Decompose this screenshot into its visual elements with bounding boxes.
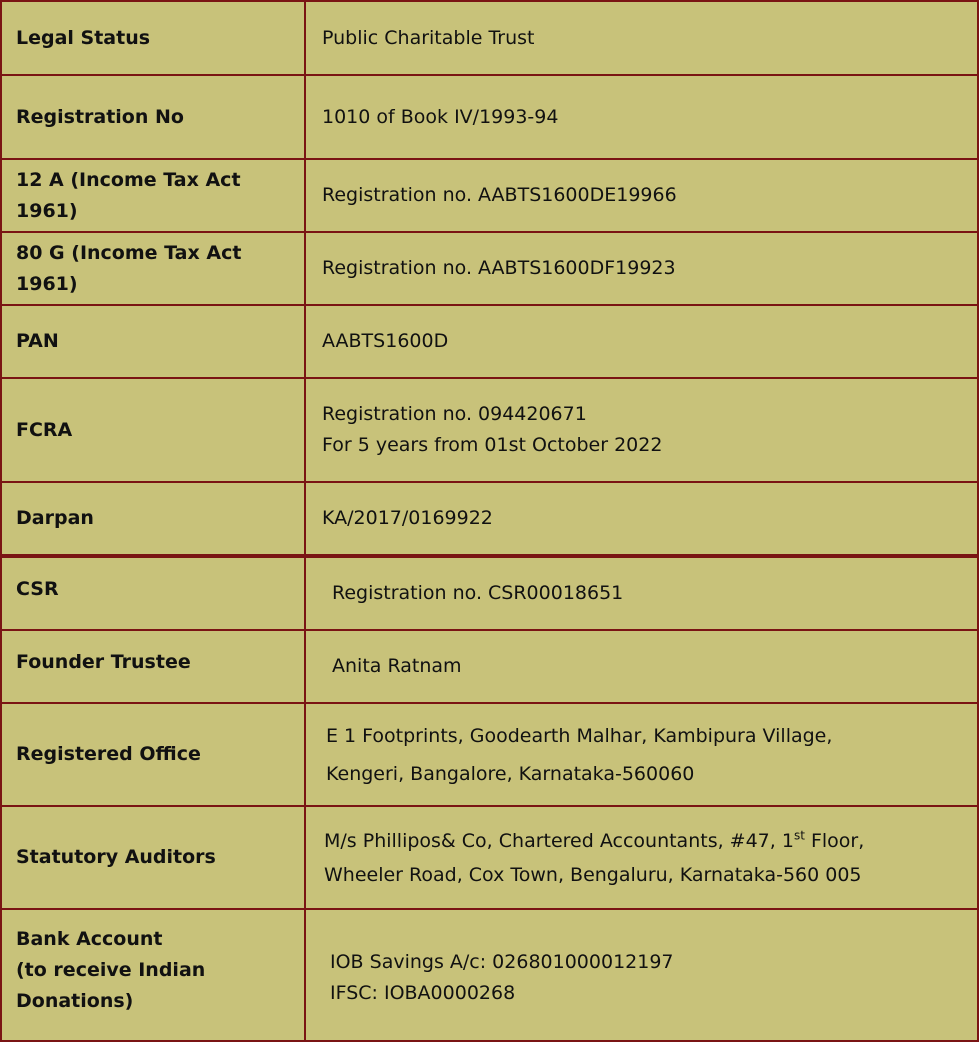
table-row-fcra bbox=[2, 379, 977, 483]
table-row-legal-status bbox=[2, 2, 977, 76]
table-row-bank-account bbox=[2, 910, 977, 1040]
ordinal-suffix: st bbox=[793, 828, 805, 843]
row-value bbox=[306, 483, 977, 554]
table-row-registered-office bbox=[2, 704, 977, 807]
row-value bbox=[306, 631, 977, 702]
table-row-80g bbox=[2, 233, 977, 306]
table-row-pan bbox=[2, 306, 977, 379]
value-line: AABTS1600D bbox=[322, 330, 449, 352]
row-label: FCRA bbox=[2, 379, 306, 481]
value-line: Public Charitable Trust bbox=[322, 26, 535, 49]
value-line: Anita Ratnam bbox=[332, 655, 462, 677]
value-line: E 1 Footprints, Goodearth Malhar, Kambipura Village, bbox=[326, 724, 833, 747]
row-value bbox=[306, 76, 977, 158]
value-text: Floor, bbox=[804, 829, 865, 852]
table-row-founder-trustee bbox=[2, 631, 977, 704]
table-row-12a bbox=[2, 160, 977, 233]
row-value bbox=[306, 379, 977, 481]
label-line: (to receive Indian bbox=[16, 959, 206, 981]
row-value bbox=[306, 306, 977, 377]
row-value bbox=[306, 807, 977, 908]
row-value bbox=[306, 2, 977, 74]
row-value bbox=[306, 910, 977, 1040]
row-label: Statutory Auditors bbox=[2, 807, 306, 908]
value-line bbox=[324, 824, 977, 858]
row-label: CSR bbox=[2, 558, 306, 629]
value-line: Registration no. CSR00018651 bbox=[332, 582, 624, 604]
value-line: KA/2017/0169922 bbox=[322, 507, 493, 529]
row-label: PAN bbox=[2, 306, 306, 377]
row-label: Registration No bbox=[2, 76, 306, 158]
row-label: Darpan bbox=[2, 483, 306, 554]
row-label bbox=[2, 910, 306, 1040]
table-row-darpan bbox=[2, 483, 977, 558]
value-line: Registration no. 094420671 bbox=[322, 403, 587, 425]
value-line: Wheeler Road, Cox Town, Bengaluru, Karnataka-560 005 bbox=[324, 863, 862, 886]
row-label: Registered Office bbox=[2, 704, 306, 805]
table-row-csr bbox=[2, 558, 977, 631]
value-line: IFSC: IOBA0000268 bbox=[330, 982, 516, 1004]
value-line: IOB Savings A/c: 026801000012197 bbox=[330, 951, 674, 973]
value-line: Registration no. AABTS1600DF19923 bbox=[322, 257, 676, 279]
row-label: 12 A (Income Tax Act 1961) bbox=[2, 160, 306, 231]
row-label: Legal Status bbox=[2, 2, 306, 74]
row-label: Founder Trustee bbox=[2, 631, 306, 702]
value-line: Registration no. AABTS1600DE19966 bbox=[322, 184, 677, 206]
value-line: Kengeri, Bangalore, Karnataka-560060 bbox=[326, 762, 695, 785]
value-line: 1010 of Book IV/1993-94 bbox=[322, 105, 559, 128]
row-value bbox=[306, 704, 977, 805]
row-value bbox=[306, 558, 977, 629]
row-value bbox=[306, 233, 977, 304]
row-value bbox=[306, 160, 977, 231]
value-line: For 5 years from 01st October 2022 bbox=[322, 434, 663, 456]
label-line: Bank Account bbox=[16, 928, 163, 950]
table-row-statutory-auditors bbox=[2, 807, 977, 910]
table-row-registration-no bbox=[2, 76, 977, 160]
value-text: M/s Phillipos& Co, Chartered Accountants, #47, 1 bbox=[324, 829, 794, 852]
label-line: Donations) bbox=[16, 990, 134, 1012]
row-label: 80 G (Income Tax Act 1961) bbox=[2, 233, 306, 304]
